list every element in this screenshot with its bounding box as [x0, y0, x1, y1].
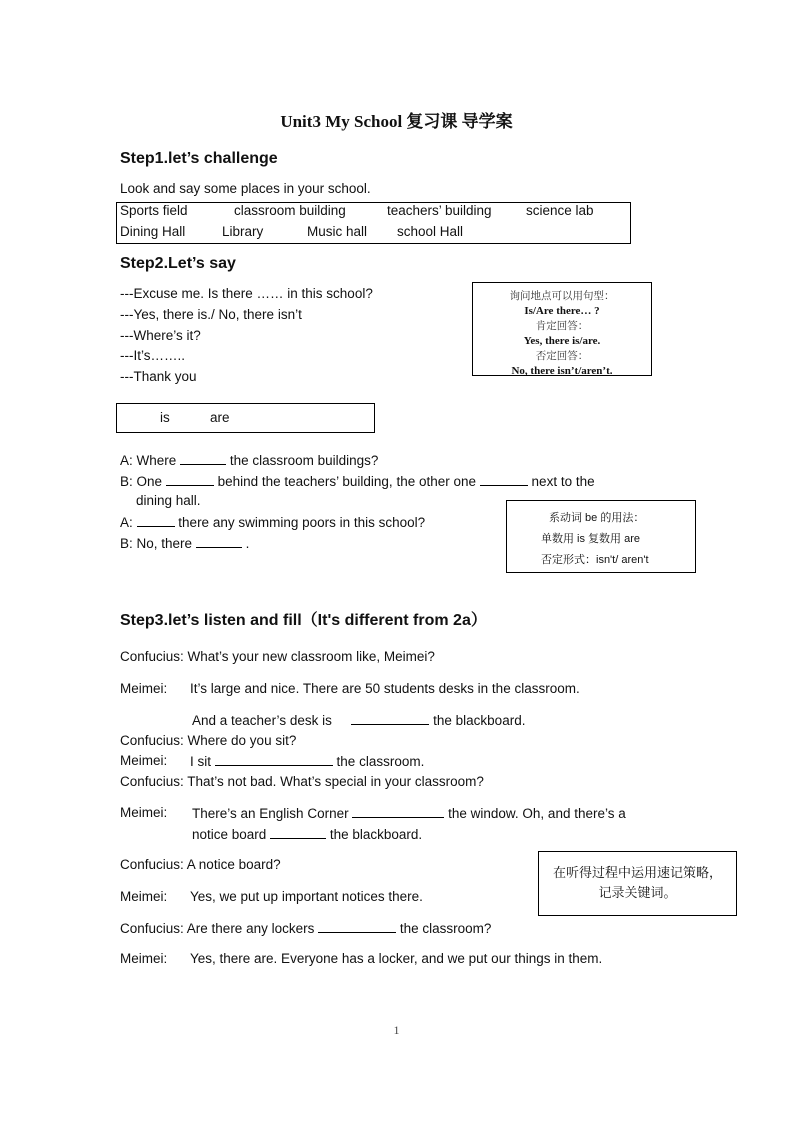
exercise-text: the classroom buildings? — [229, 453, 379, 468]
dialogue-line: ---Where’s it? — [120, 328, 201, 343]
exercise-text: A: Where — [120, 453, 177, 468]
exercise-text: next to the — [531, 474, 595, 489]
place-item: Music hall — [307, 224, 368, 239]
exercise-line — [120, 473, 595, 489]
fill-blank[interactable] — [215, 753, 333, 766]
note-line: Is/Are there… ? — [524, 305, 600, 317]
tip-line: 在听得过程中运用速记策略， — [552, 865, 722, 880]
note-line: 询问地点可以用句型： — [509, 291, 615, 302]
fill-blank[interactable] — [196, 535, 242, 548]
note-line: 否定回答： — [535, 351, 589, 362]
tip-line: 记录关键词。 — [598, 885, 677, 900]
listening-text: the classroom. — [336, 754, 425, 769]
place-item: teachers’ building — [387, 203, 492, 218]
note-line: 肯定回答： — [535, 321, 589, 332]
fill-blank[interactable] — [352, 805, 444, 818]
fill-blank[interactable] — [166, 473, 214, 486]
listening-line: Yes, there are. Everyone has a locker, and we put our things in them. — [190, 951, 603, 966]
listening-text: There’s an English Corner — [192, 806, 349, 821]
fill-blank[interactable] — [180, 452, 226, 465]
dialogue-line: ---Excuse me. Is there …… in this school? — [120, 286, 373, 301]
place-item: Sports field — [120, 203, 188, 218]
dialogue-line: ---Yes, there is./ No, there isn’t — [120, 307, 302, 322]
sentence-pattern-note — [472, 282, 652, 376]
listening-line — [192, 805, 626, 821]
listening-speaker: Meimei: — [120, 805, 168, 820]
step2-heading: Step2.Let’s say — [120, 255, 236, 272]
place-item: classroom building — [234, 203, 346, 218]
exercise-text: . — [245, 536, 250, 551]
listening-line — [192, 712, 525, 728]
exercise-line — [120, 535, 249, 551]
listening-tip-box — [538, 851, 737, 916]
listening-text: the classroom? — [399, 921, 492, 936]
listening-line: It’s large and nice. There are 50 students desks in the classroom. — [190, 681, 580, 696]
listening-speaker: Meimei: — [120, 951, 168, 966]
exercise-continuation: dining hall. — [136, 493, 201, 508]
word-option: are — [210, 410, 230, 425]
fill-blank[interactable] — [270, 826, 326, 839]
listening-text: And a teacher’s desk is — [192, 713, 332, 728]
place-item: science lab — [526, 203, 594, 218]
place-item: Library — [222, 224, 264, 239]
exercise-line — [120, 452, 378, 468]
step3-heading: Step3.let’s listen and fill（It's different from 2a） — [120, 612, 487, 629]
exercise-text: B: One — [120, 474, 163, 489]
fill-blank[interactable] — [137, 514, 175, 527]
grammar-line: 系动词 be 的用法： — [549, 512, 645, 524]
place-item: Dining Hall — [120, 224, 186, 239]
fill-blank[interactable] — [318, 920, 396, 933]
listening-line: Confucius: Where do you sit? — [120, 733, 297, 748]
listening-line — [192, 826, 422, 842]
listening-line — [190, 753, 424, 769]
listening-text: Confucius: Are there any lockers — [120, 921, 315, 936]
note-line: No, there isn’t/aren’t. — [511, 365, 613, 377]
listening-line — [120, 920, 491, 936]
listening-text: notice board — [192, 827, 267, 842]
grammar-line: 否定形式：isn't/ aren't — [541, 554, 649, 566]
note-line: Yes, there is/are. — [523, 335, 601, 347]
exercise-text: behind the teachers’ building, the other one — [217, 474, 477, 489]
word-choice-box — [116, 403, 375, 433]
dialogue-line: ---It’s…….. — [120, 348, 185, 363]
listening-speaker: Meimei: — [120, 889, 168, 904]
listening-line: Yes, we put up important notices there. — [190, 889, 423, 904]
step1-heading: Step1.let’s challenge — [120, 150, 278, 167]
exercise-line — [120, 514, 425, 530]
listening-line: Confucius: A notice board? — [120, 857, 281, 872]
grammar-note-box — [506, 500, 696, 573]
dialogue-line: ---Thank you — [120, 369, 197, 384]
fill-blank[interactable] — [351, 712, 429, 725]
listening-speaker: Meimei: — [120, 681, 168, 696]
exercise-text: B: No, there — [120, 536, 193, 551]
listening-line: Confucius: What’s your new classroom like, Meimei? — [120, 649, 435, 664]
listening-text: the window. Oh, and there’s a — [448, 806, 626, 821]
listening-line: Confucius: That’s not bad. What’s special in your classroom? — [120, 774, 484, 789]
fill-blank[interactable] — [480, 473, 528, 486]
page-title: Unit3 My School 复习课 导学案 — [280, 112, 513, 131]
place-item: school Hall — [397, 224, 464, 239]
step1-instruction: Look and say some places in your school. — [120, 181, 371, 196]
exercise-text: there any swimming poors in this school? — [178, 515, 426, 530]
listening-speaker: Meimei: — [120, 753, 168, 768]
listening-text: I sit — [190, 754, 212, 769]
grammar-line: 单数用 is 复数用 are — [541, 533, 641, 545]
word-option: is — [160, 410, 170, 425]
exercise-text: A: — [120, 515, 133, 530]
page-number: 1 — [393, 1023, 400, 1037]
listening-text: the blackboard. — [433, 713, 526, 728]
listening-text: the blackboard. — [329, 827, 423, 842]
